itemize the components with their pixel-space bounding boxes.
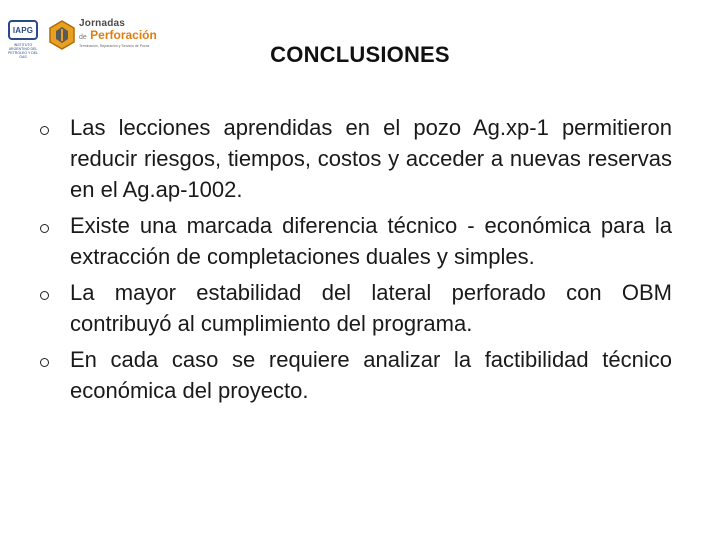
bullet-circle-icon (40, 224, 49, 233)
jornadas-logo-word: Perforación (90, 28, 157, 42)
list-item (40, 277, 672, 339)
bullet-circle-icon (40, 126, 49, 135)
jornadas-logo-line3: Terminación, Reparación y Servicio de Pozos (79, 44, 150, 48)
list-item-text: La mayor estabilidad del lateral perforado con OBM contribuyó al cumplimiento del programa. (70, 280, 672, 336)
slide-title: CONCLUSIONES (270, 42, 450, 67)
bullet-circle-icon (40, 291, 49, 300)
list-item (40, 344, 672, 406)
iapg-logo-caption: INSTITUTO ARGENTINO DEL PETROLEO Y DEL GAS (7, 43, 39, 59)
list-item (40, 112, 672, 205)
iapg-logo-mark: IAPG (8, 20, 38, 40)
list-item-text: En cada caso se requiere analizar la factibilidad técnico económica del proyecto. (70, 347, 672, 403)
jornadas-logo-line1: Jornadas (79, 18, 126, 29)
bullet-circle-icon (40, 358, 49, 367)
jornadas-logo-prefix: de (79, 34, 87, 41)
jornadas-logo-line2 (79, 28, 157, 42)
list-item-text: Las lecciones aprendidas en el pozo Ag.xp-1 permitieron reducir riesgos, tiempos, costos y acceder a nuevas reservas en el Ag.ap-1002. (70, 115, 672, 202)
list-item-text: Existe una marcada diferencia técnico - económica para la extracción de completaciones duales y simples. (70, 213, 672, 269)
list-item (40, 210, 672, 272)
conclusions-list (40, 112, 672, 411)
